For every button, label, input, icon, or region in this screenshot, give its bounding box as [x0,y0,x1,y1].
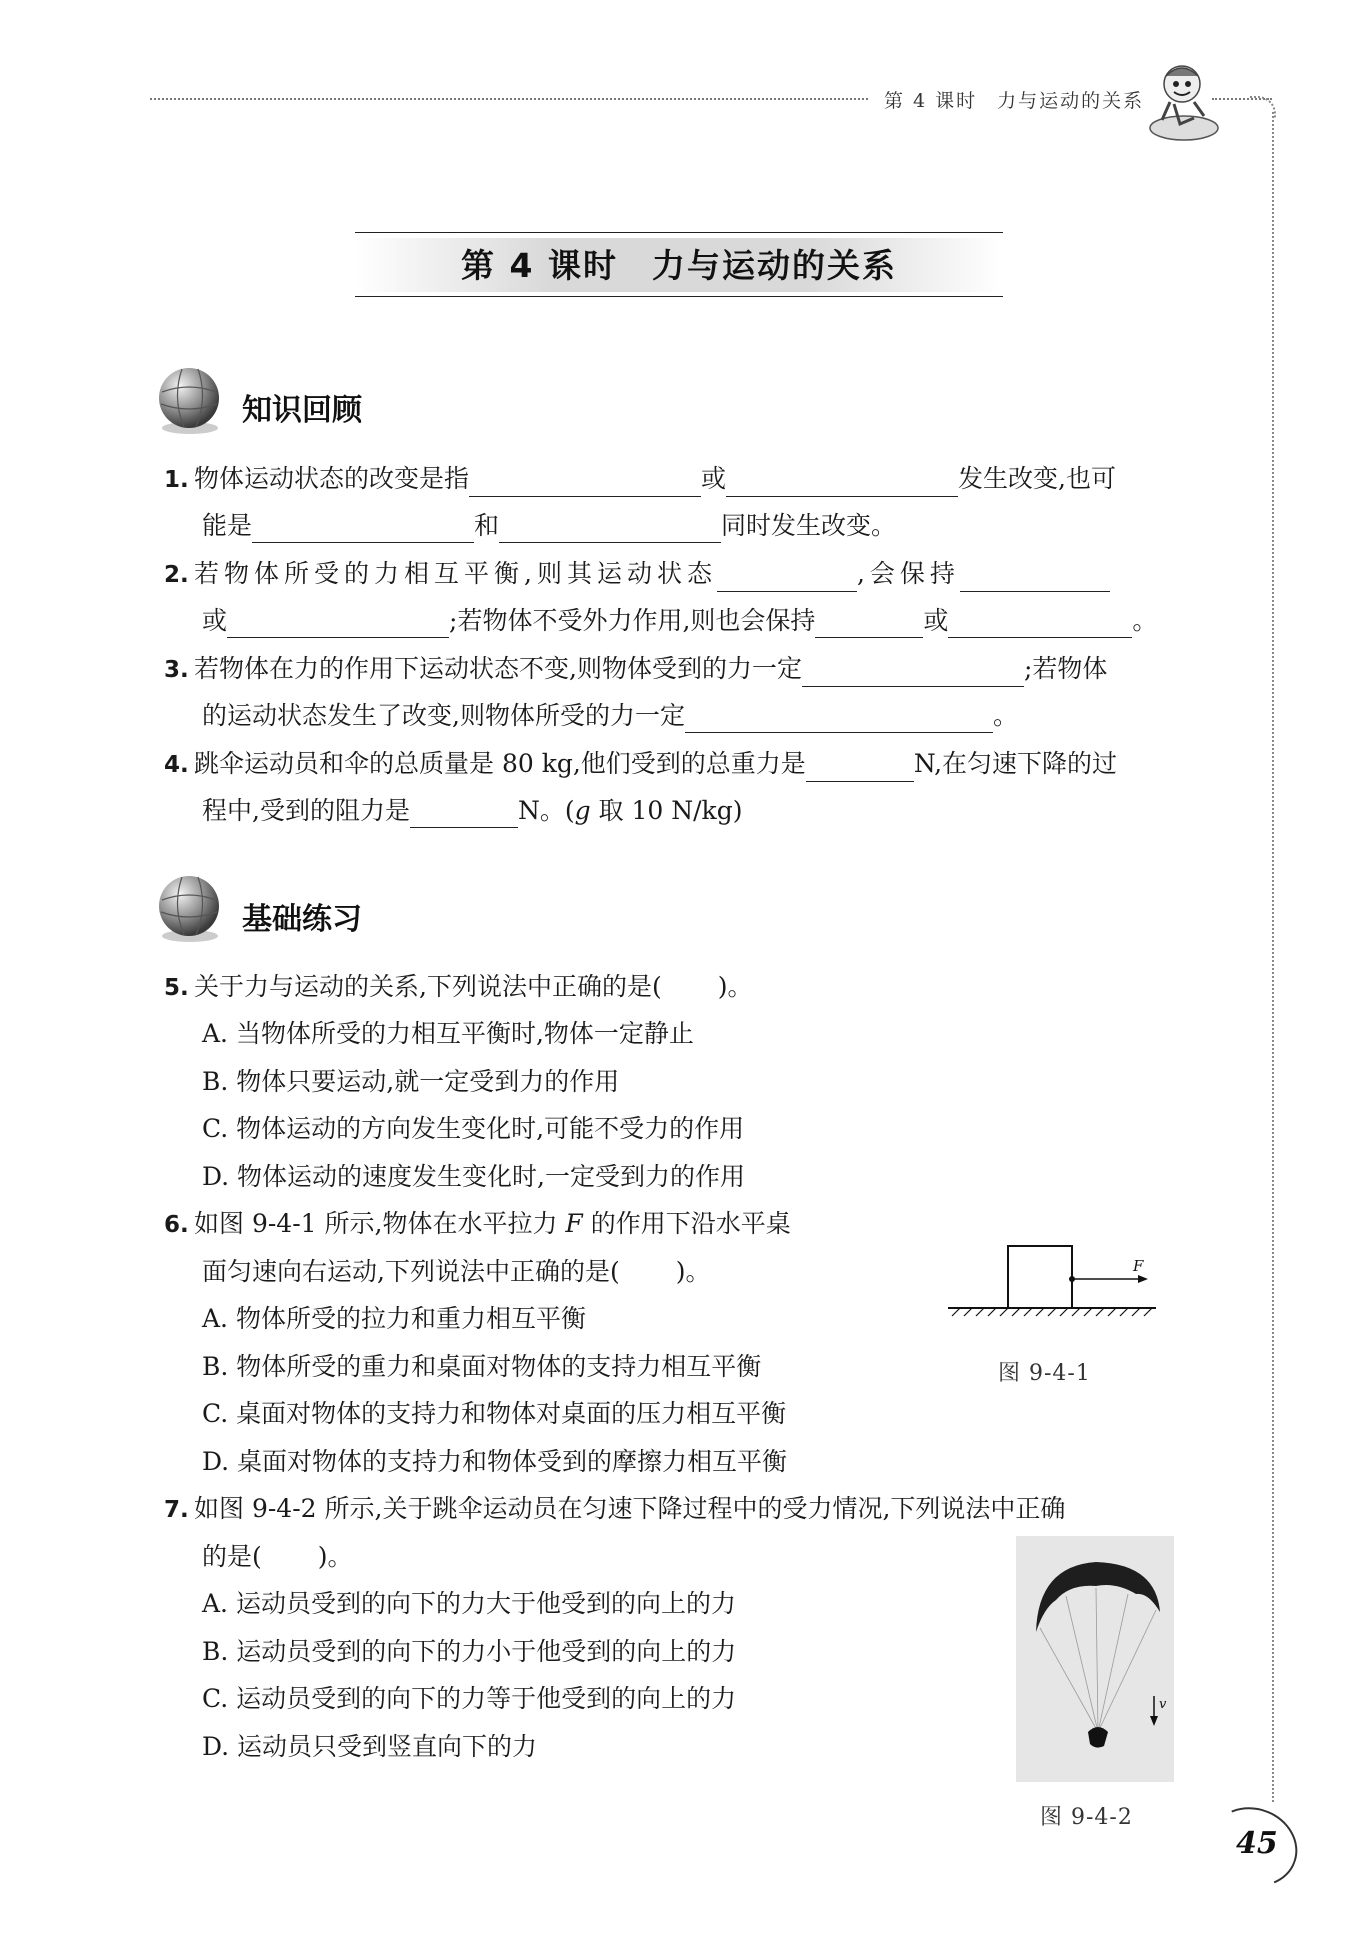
answer-blank[interactable] [410,801,518,828]
figure-block-on-table [940,1238,1164,1328]
answer-blank[interactable] [815,611,923,638]
question-text: 程中,受到的阻力是 [202,796,410,825]
question-3-line-2 [202,699,1018,733]
parachutist-photo [1016,1536,1174,1782]
question-text: 的运动状态发生了改变,则物体所受的力一定 [202,701,685,730]
title-rule-top [355,232,1003,233]
question-text: 若物体所受的力相互平衡,则其运动状态 [194,559,717,588]
block [1008,1246,1072,1308]
question-text: 或 [202,606,228,635]
question-text: 关于力与运动的关系,下列说法中正确的是( [194,972,662,1001]
question-text: 和 [474,511,500,540]
title-topic: 力与运动的关系 [651,246,897,285]
question-1-line-2 [202,509,896,543]
cartoon-mascot-icon [1140,58,1222,144]
margin-dotted-rule [1272,112,1274,1802]
question-text: )。 [675,1257,711,1286]
sphere-icon [152,870,226,944]
question-text: 能是 [202,511,253,540]
answer-blank[interactable] [252,516,474,543]
sphere-icon [152,362,226,436]
gravity-symbol: g [574,796,591,825]
answer-blank[interactable] [948,611,1132,638]
question-5-option-a[interactable]: A. 当物体所受的力相互平衡时,物体一定静止 [202,1019,694,1048]
answer-blank[interactable] [685,706,993,733]
question-6-option-d[interactable]: D. 桌面对物体的支持力和物体受到的摩擦力相互平衡 [202,1447,788,1476]
question-text: ;若物体 [1023,654,1108,683]
running-header [884,86,1144,113]
title-lesson: 第 4 课时 [461,246,618,285]
question-text: )。 [717,972,753,1001]
question-5-option-b[interactable]: B. 物体只要运动,就一定受到力的作用 [202,1067,620,1096]
question-number: 6. [164,1212,189,1238]
question-6-line-2 [202,1255,710,1289]
header-dotted-rule [150,98,868,100]
question-text: 跳伞运动员和伞的总质量是 80 kg,他们受到的总重力是 [194,749,806,778]
question-6-line-1 [164,1207,791,1242]
answer-blank[interactable] [227,611,449,638]
section-title-review: 知识回顾 [242,393,362,428]
question-text: ,会保持 [856,559,960,588]
question-text: N。( [517,796,575,825]
question-text: 物体运动状态的改变是指 [194,464,470,493]
section-title-basic: 基础练习 [242,902,362,937]
force-symbol: F [565,1209,583,1238]
page-number: 45 [1236,1826,1278,1861]
question-text: N,在匀速下降的过 [913,749,1118,778]
question-text: 或 [923,606,949,635]
header-topic: 力与运动的关系 [997,90,1145,112]
question-6-option-a[interactable]: A. 物体所受的拉力和重力相互平衡 [202,1304,586,1333]
velocity-label: v [1159,1697,1167,1712]
question-number: 2. [164,562,189,588]
answer-blank[interactable] [499,516,721,543]
answer-blank[interactable] [806,755,914,782]
question-4-line-2 [202,794,742,828]
question-7-option-b[interactable]: B. 运动员受到的向下的力小于他受到的向上的力 [202,1637,737,1666]
question-5-option-c[interactable]: C. 物体运动的方向发生变化时,可能不受力的作用 [202,1114,745,1143]
question-2-line-1 [164,557,1110,592]
answer-blank[interactable] [717,565,857,592]
question-text: 发生改变,也可 [958,464,1116,493]
question-text: )。 [317,1542,353,1571]
question-text: 。 [1132,606,1158,635]
question-7-option-c[interactable]: C. 运动员受到的向下的力等于他受到的向上的力 [202,1684,737,1713]
question-7-line-1 [164,1492,1065,1527]
table-hatching [952,1308,1152,1316]
figure-1-caption: 图 9-4-1 [998,1361,1091,1386]
question-text: 。 [992,701,1018,730]
force-label: F [1133,1257,1144,1275]
question-number: 4. [164,752,189,778]
question-number: 7. [164,1497,189,1523]
question-7-line-2 [202,1540,353,1574]
answer-blank[interactable] [726,470,958,497]
question-4-line-1 [164,747,1117,782]
question-text: 同时发生改变。 [721,511,897,540]
question-7-option-d[interactable]: D. 运动员只受到竖直向下的力 [202,1732,538,1761]
question-6-option-c[interactable]: C. 桌面对物体的支持力和物体对桌面的压力相互平衡 [202,1399,787,1428]
question-1-line-1 [164,462,1116,497]
question-text: 如图 9-4-2 所示,关于跳伞运动员在匀速下降过程中的受力情况,下列说法中正确 [194,1494,1066,1523]
question-number: 5. [164,975,189,1001]
title-rule-bottom [355,296,1003,297]
question-text: 面匀速向右运动,下列说法中正确的是( [202,1257,620,1286]
question-number: 1. [164,467,189,493]
answer-blank[interactable] [960,565,1110,592]
question-text: 如图 9-4-1 所示,物体在水平拉力 [194,1209,566,1238]
question-6-option-b[interactable]: B. 物体所受的重力和桌面对物体的支持力相互平衡 [202,1352,762,1381]
answer-blank[interactable] [469,470,701,497]
question-5-stem [164,970,752,1005]
answer-blank[interactable] [802,660,1024,687]
question-text: ;若物体不受外力作用,则也会保持 [449,606,816,635]
question-2-line-2 [202,604,1157,638]
figure-2-caption: 图 9-4-2 [1040,1805,1133,1830]
page-title [355,240,1003,287]
question-7-option-a[interactable]: A. 运动员受到的向下的力大于他受到的向上的力 [202,1589,736,1618]
question-text: 的是( [202,1542,262,1571]
question-text: 的作用下沿水平桌 [582,1209,791,1238]
question-3-line-1 [164,652,1107,687]
question-5-option-d[interactable]: D. 物体运动的速度发生变化时,一定受到力的作用 [202,1162,745,1191]
question-text: 若物体在力的作用下运动状态不变,则物体受到的力一定 [194,654,802,683]
question-number: 3. [164,657,189,683]
question-text: 取 10 N/kg) [590,796,743,825]
force-arrowhead [1138,1275,1148,1283]
header-lesson: 第 4 课时 [884,90,978,112]
question-text: 或 [701,464,727,493]
